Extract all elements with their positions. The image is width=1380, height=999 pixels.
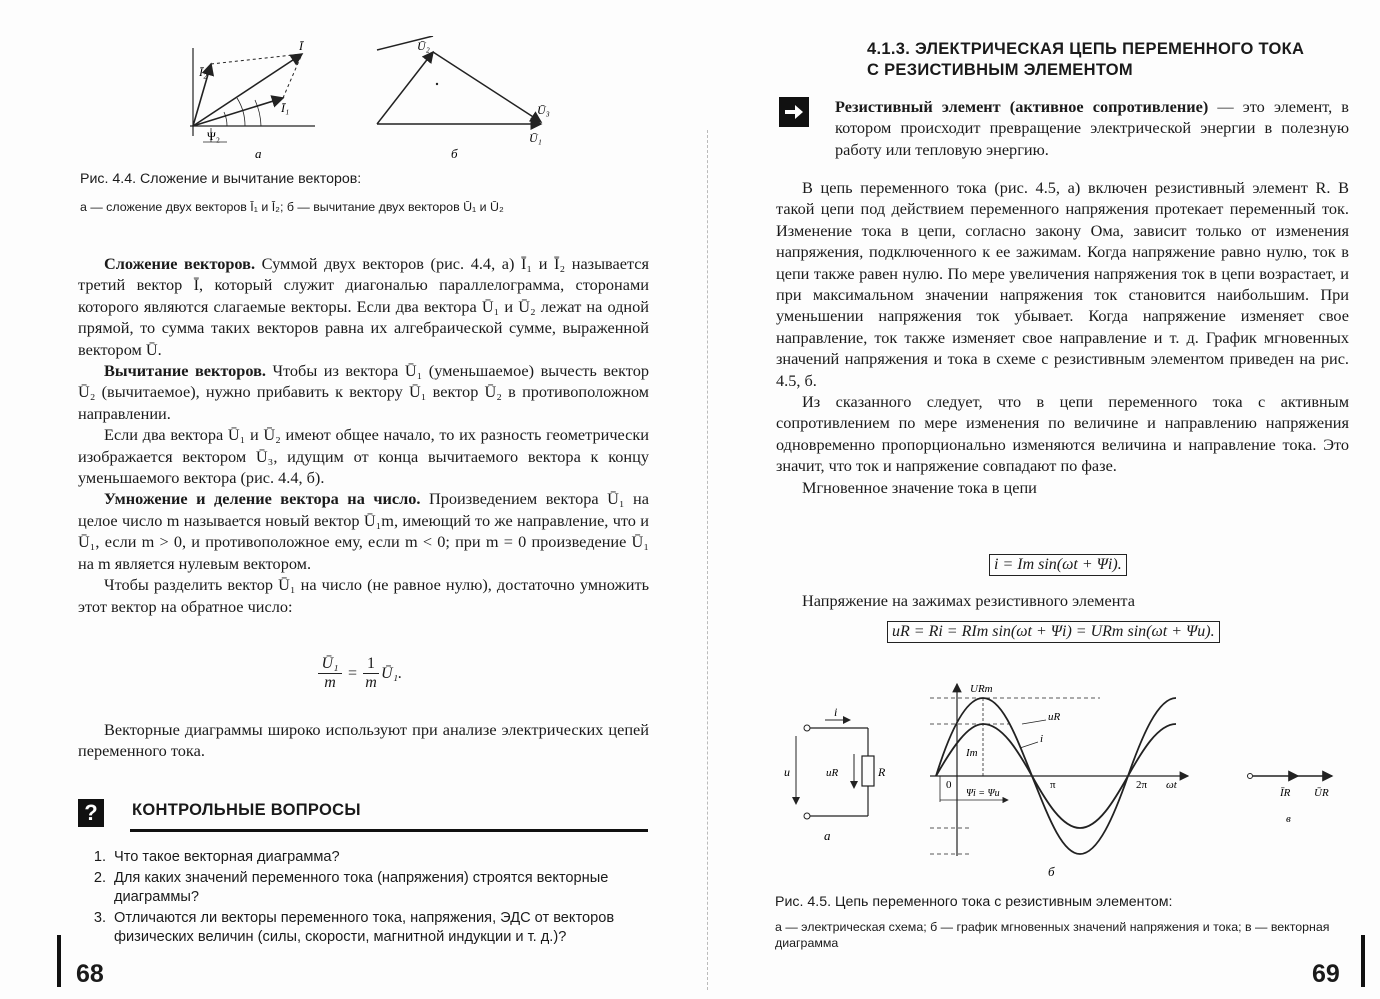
right-page-edge-bar [1361,935,1365,987]
left-page-edge-bar [57,935,61,987]
paragraph-difference: Если два вектора Ū₁ и Ū₂ имеют общее начало, то их разность геометрически изображается вектором Ū₃, идущим от конца вычитаемого вектора к концу уменьшаемого вектора (рис. 4.4, б). [78,425,649,488]
figure-4-4-subcaption: а — сложение двух векторов Ī₁ и Ī₂; б — вычитание двух векторов Ū₁ и Ū₂ [80,200,504,214]
circuit-label-u: u [784,765,790,779]
paragraph-voltage: Напряжение на зажимах резистивного элемента [802,591,1135,610]
label-vec-U3: Ū₃ [537,103,550,117]
questions-rule [130,829,648,832]
right-page [690,0,1380,999]
questions-list [78,848,650,949]
graph-label-2pi: 2π [1136,779,1148,791]
page-number-69: 69 [1312,960,1340,988]
division-formula: Ū₁ m = 1 m Ū₁. [318,655,402,692]
graph-label-Im: Im [966,747,978,759]
paragraph-subtraction: Вычитание векторов. Чтобы из вектора Ū₁ (уменьшаемое) вычесть вектор Ū₂ (вычитаемое), нужно прибавить к вектору Ū₁ вектор Ū₂ в противоположном направлении. [78,361,649,423]
graph-label-URm: URm [970,683,993,695]
paragraph-addition: Сложение векторов. Суммой двух векторов (рис. 4.4, а) Ī₁ и Ī₂ называется третий вектор Ī, который служит диагональю параллелограмма, сторонами которого являются слагаемые векторы. Если два вектора Ū₁ и Ū₂ лежат на одной прямой, то сумма таких векторов равна их алгебраической сумме, выраженной вектором Ū. [78,254,650,359]
circuit-label-i: i [834,705,838,719]
figure-4-5-subcaption: а — электрическая схема; б — график мгновенных значений напряжения и тока; в — векторная диаграмма [775,920,1330,950]
graph-label-pi: π [1050,779,1056,791]
right-body [776,177,1349,498]
paragraph-vector-diagrams: Векторные диаграммы широко используют при анализе электрических цепей переменного тока. [78,720,649,761]
paragraph-instant-current: Мгновенное значение тока в цепи [802,477,1037,497]
paragraph-circuit: В цепь переменного тока (рис. 4.5, а) включен резистивный элемент R. В такой цепи под действием переменного напряжения протекает переменный ток. Изменение тока в цепи, согласно закону Ома, зависит только от изменения напряжения, подключенного к ее зажимам. Когда напряжение равно нулю, ток в цепи также равен нулю. По мере увеличения напряжения ток в цепи возрастает, и при максимальном значении напряжения ток становится наибольшим. При уменьшении напряжения ток убывает. Когда напряжение изменяет свое направление, ток также изменяет свое направление и т. д. График мгновенных значений напряжения и тока в схеме с резистивным элементом приведен на рис. 4.5, б. [776,178,1349,390]
figure-4-4-caption: Рис. 4.4. Сложение и вычитание векторов: [80,171,362,187]
questions-title: КОНТРОЛЬНЫЕ ВОПРОСЫ [132,801,361,819]
list-item: 1. Что такое векторная диаграмма? [93,849,340,865]
definition-arrow-icon [779,97,809,127]
formula-voltage: uR = Ri = RIm sin(ωt + Ψi) = URm sin(ωt + Ψu). [887,621,1220,643]
section-title: 4.1.3. ЭЛЕКТРИЧЕСКАЯ ЦЕПЬ ПЕРЕМЕННОГО ТОКА С РЕЗИСТИВНЫМ ЭЛЕМЕНТОМ [867,40,1305,79]
vec-label-IR: ĪR [1280,787,1291,799]
figure-4-5 [770,676,1350,881]
label-fig45-b: б [1048,864,1055,879]
label-vec-I1: Ī₁ [281,101,290,115]
list-item: 2. Для каких значений переменного тока (напряжения) строятся векторные диаграммы? [93,869,609,905]
formula-current: i = Im sin(ωt + Ψi). [989,554,1127,576]
term-subtraction: Вычитание векторов. [104,361,266,381]
paragraph-phase: Из сказанного следует, что в цепи переменного тока с активным сопротивлением по мере изменения по величине и направлению напряжения одновременно пропорционально изменяются величина и направление тока. Это значит, что ток и напряжение совпадают по фазе. [776,392,1349,476]
label-vec-I2: Ī₂ [199,65,208,79]
figure-4-5-caption: Рис. 4.5. Цепь переменного тока с резистивным элементом: [775,894,1173,910]
questions-icon: ? [78,799,104,827]
page-number-68: 68 [76,960,104,988]
label-fig44-b: б [451,146,458,161]
left-body [78,253,649,617]
label-vec-U1: Ū₁ [529,131,542,145]
graph-label-psi: Ψi = Ψu [966,788,1000,799]
label-vec-I: Ī [299,39,303,53]
paragraph-multiplication: Умножение и деление вектора на число. Произведением вектора Ū₁ на целое число m называется новый вектор Ū₁m, имеющий то же направление, что и Ū₁, если m > 0, и противоположное ему, если m < 0; при m = 0 произведение Ū₁ на m является нулевым вектором. [78,489,649,573]
label-fig44-a: а [255,146,262,161]
graph-label-uR: uR [1048,711,1061,723]
list-item: 3. Отличаются ли векторы переменного тока, напряжения, ЭДС от векторов физических величин (силы, скорости, магнитной индукции и т. д.)? [93,909,615,945]
figure-4-4 [175,36,575,162]
label-vec-U2: Ū₂ [417,39,430,53]
definition-resistive: Резистивный элемент (активное сопротивление) — это элемент, в котором происходит превращение электрической энергии в полезную работу или тепловую энергию. [835,97,1349,159]
graph-label-0: 0 [946,779,952,791]
term-multiplication: Умножение и деление вектора на число. [104,489,421,509]
circuit-label-uR: uR [826,767,839,779]
vec-label-UR: ŪR [1314,787,1329,799]
term-addition: Сложение векторов. [104,254,256,273]
label-psi2: Ψ₂ [207,129,221,143]
graph-label-wt: ωt [1166,779,1177,791]
label-fig45-v: в [1286,813,1291,825]
circuit-label-R: R [878,765,886,779]
label-fig45-a: а [824,828,831,843]
graph-label-i: i [1040,733,1044,745]
paragraph-division: Чтобы разделить вектор Ū₁ на число (не равное нулю), достаточно умножить этот вектор на обратное число: [78,575,649,616]
